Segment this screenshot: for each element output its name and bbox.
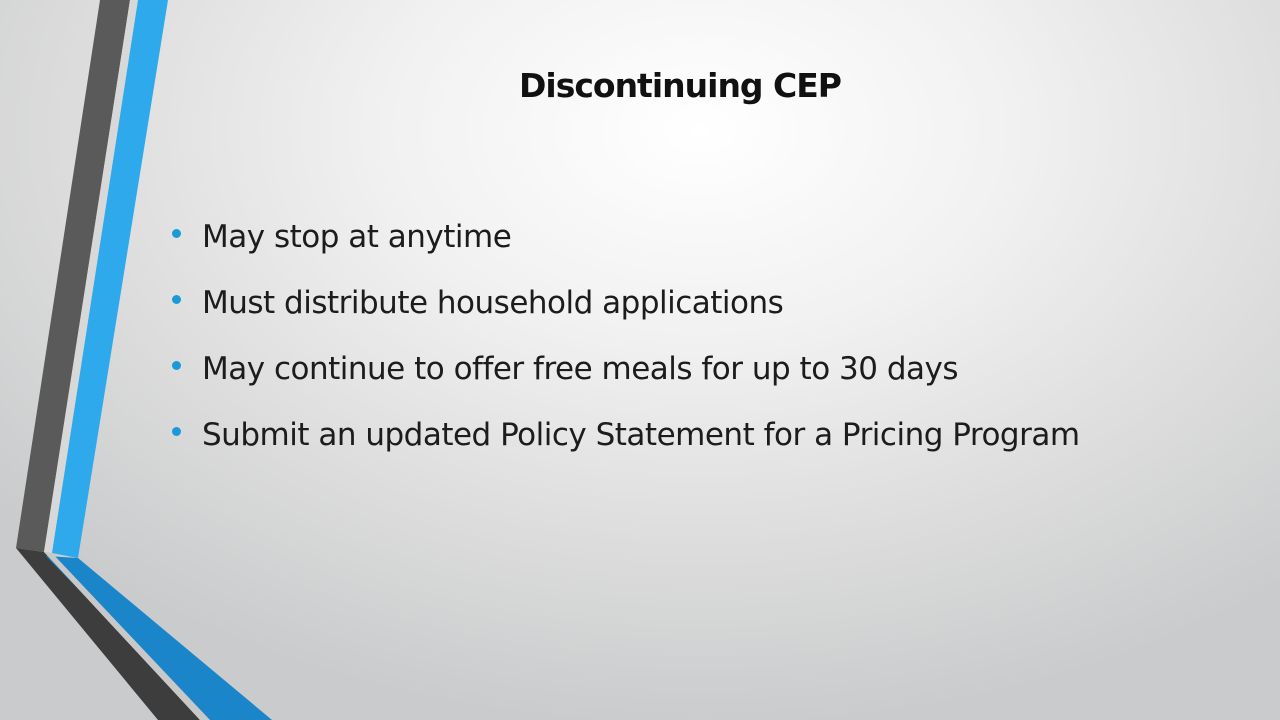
bullet-dot-icon bbox=[172, 229, 181, 238]
bullet-dot-icon bbox=[172, 361, 181, 370]
bullet-item bbox=[172, 284, 1132, 322]
bullet-item bbox=[172, 416, 1132, 454]
bullet-list bbox=[172, 218, 1132, 482]
bullet-item bbox=[172, 350, 1132, 388]
gray-stripe-lower bbox=[16, 548, 200, 720]
bullet-text: Must distribute household applications bbox=[202, 285, 784, 321]
bullet-dot-icon bbox=[172, 427, 181, 436]
slide-title: Discontinuing CEP bbox=[518, 66, 841, 105]
bullet-text: May continue to offer free meals for up to 30 days bbox=[202, 351, 958, 387]
bullet-item bbox=[172, 218, 1132, 256]
bullet-dot-icon bbox=[172, 295, 181, 304]
bullet-text: May stop at anytime bbox=[202, 219, 512, 255]
bullet-text: Submit an updated Policy Statement for a Pricing Program bbox=[202, 417, 1080, 453]
light-stripe-lower bbox=[44, 552, 210, 720]
